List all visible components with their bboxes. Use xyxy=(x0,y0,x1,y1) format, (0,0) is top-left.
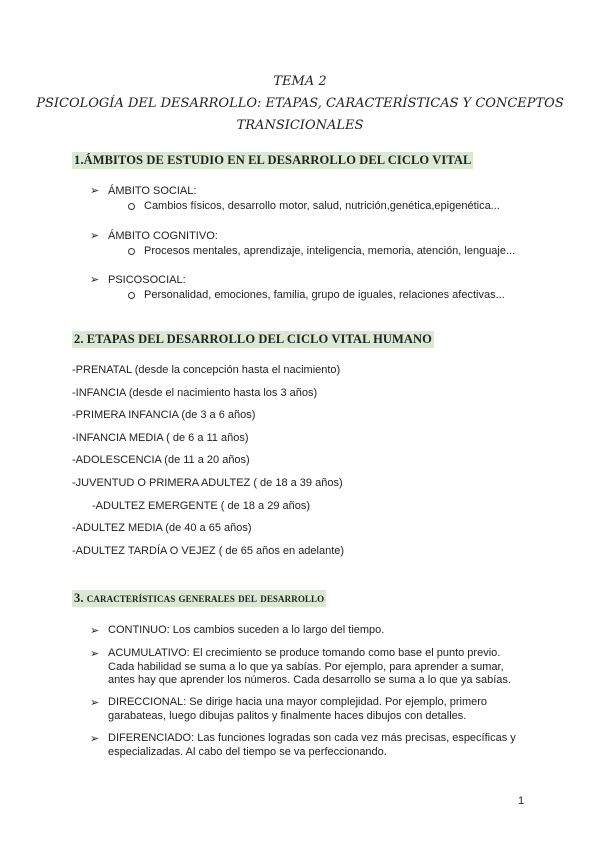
section-1-item-label: ÁMBITO COGNITIVO: xyxy=(108,230,218,242)
stage-item: -ADOLESCENCIA (de 11 a 20 años) xyxy=(72,454,250,466)
characteristic-item: DIFERENCIADO: Las funciones logradas son cada vez más precisas, específicas y especializadas. Al cabo del tiempo se va perfeccionando. xyxy=(108,732,516,758)
section-1-heading: 1.ÁMBITOS DE ESTUDIO EN EL DESARROLLO DEL CICLO VITAL xyxy=(74,153,472,167)
characteristic-item: DIRECCIONAL: Se dirige hacia una mayor complejidad. Por ejemplo, primero garabateas, luego dibujas palitos y finalmente haces dibujos con detalles. xyxy=(108,696,488,722)
circle-bullet-icon xyxy=(128,292,135,299)
arrow-bullet-icon: ➢ xyxy=(90,185,100,197)
section-1-item-detail: Cambios físicos, desarrollo motor, salud, nutrición,genética,epigenética... xyxy=(144,200,500,212)
arrow-bullet-icon: ➢ xyxy=(90,733,100,745)
circle-bullet-icon xyxy=(128,248,135,255)
document-title-line2: TRANSICIONALES xyxy=(236,118,364,133)
stage-item: -ADULTEZ TARDÍA O VEJEZ ( de 65 años en adelante) xyxy=(72,545,345,557)
section-1-item-detail: Procesos mentales, aprendizaje, inteligencia, memoria, atención, lenguaje... xyxy=(144,245,516,257)
arrow-bullet-icon: ➢ xyxy=(90,648,100,660)
topic-label: TEMA 2 xyxy=(273,74,327,89)
characteristic-item: ACUMULATIVO: El crecimiento se produce tomando como base el punto previo. Cada habilidad se suma a lo que ya sabías. Por ejemplo, para aprender a sumar, antes hay que aprender los números. Cada desarrollo se suma a lo que ya sabías. xyxy=(108,647,511,686)
characteristic-item: CONTINUO: Los cambios suceden a lo largo del tiempo. xyxy=(108,624,385,636)
stage-item: -PRENATAL (desde la concepción hasta el nacimiento) xyxy=(72,364,341,376)
section-3-heading: 3. características generales del desarrollo xyxy=(74,591,325,605)
section-1-item-label: PSICOSOCIAL: xyxy=(108,274,186,286)
stage-item: -ADULTEZ MEDIA (de 40 a 65 años) xyxy=(72,522,252,534)
stage-item: -INFANCIA MEDIA ( de 6 a 11 años) xyxy=(72,432,249,444)
stage-item: -INFANCIA (desde el nacimiento hasta los 3 años) xyxy=(72,387,318,399)
section-1-item-detail: Personalidad, emociones, familia, grupo de iguales, relaciones afectivas... xyxy=(144,289,505,301)
stage-item: -JUVENTUD O PRIMERA ADULTEZ ( de 18 a 39 años) xyxy=(72,477,343,489)
section-2-heading: 2. ETAPAS DEL DESARROLLO DEL CICLO VITAL HUMANO xyxy=(74,332,433,346)
arrow-bullet-icon: ➢ xyxy=(90,230,100,242)
stage-item: -PRIMERA INFANCIA (de 3 a 6 años) xyxy=(72,409,256,421)
arrow-bullet-icon: ➢ xyxy=(90,274,100,286)
document-title: PSICOLOGÍA DEL DESARROLLO: ETAPAS, CARACTERÍSTICAS Y CONCEPTOS xyxy=(36,96,564,111)
section-1-item-label: ÁMBITO SOCIAL: xyxy=(108,185,197,197)
arrow-bullet-icon: ➢ xyxy=(90,625,100,637)
circle-bullet-icon xyxy=(128,203,135,210)
page-number: 1 xyxy=(518,795,525,807)
stage-subitem: -ADULTEZ EMERGENTE ( de 18 a 29 años) xyxy=(92,500,311,512)
arrow-bullet-icon: ➢ xyxy=(90,697,100,709)
